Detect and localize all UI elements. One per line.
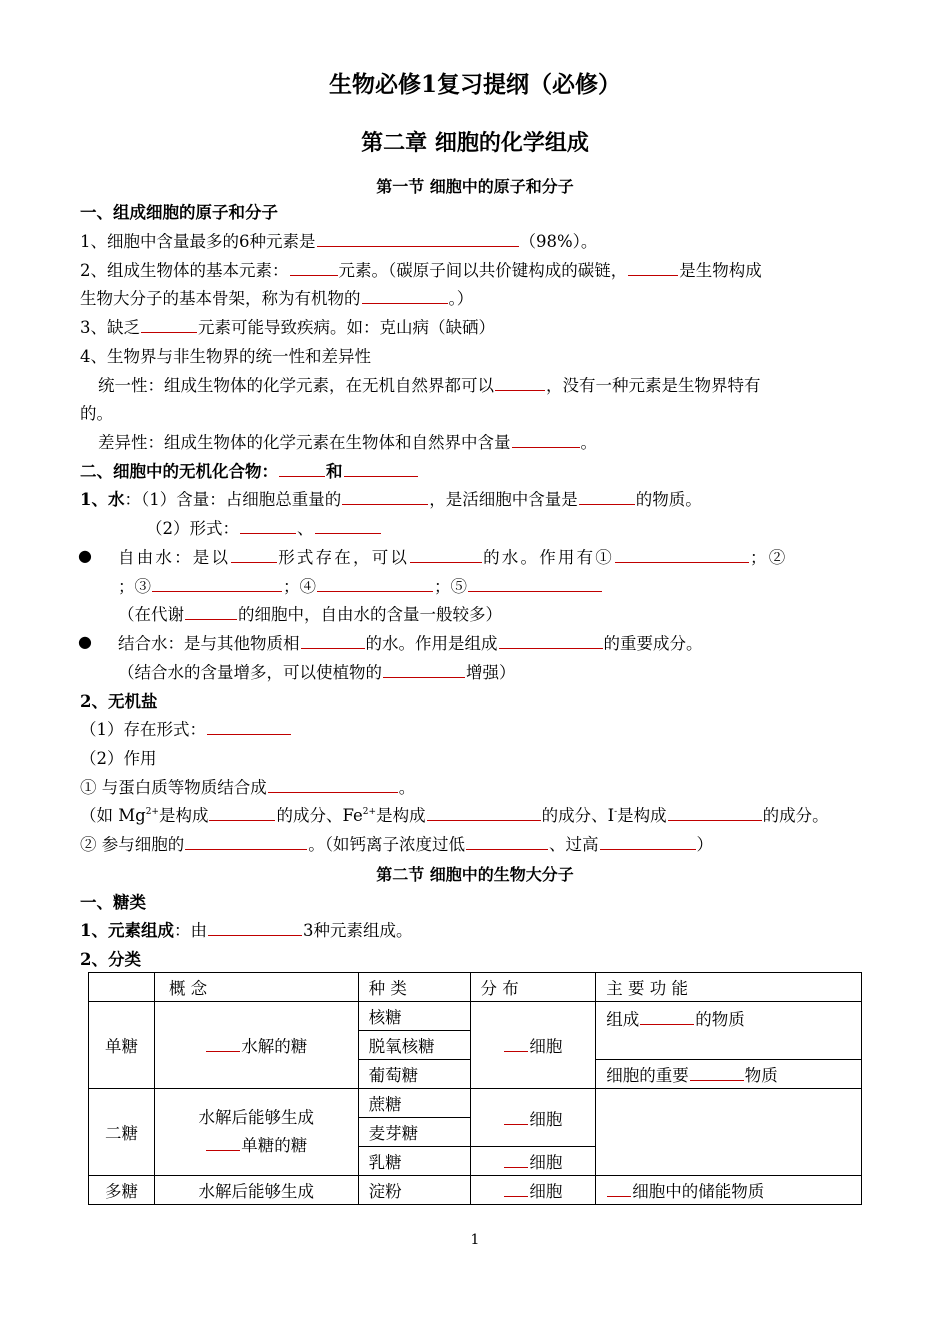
header-concept: 概 念 — [154, 973, 358, 1002]
blank[interactable] — [290, 259, 338, 276]
part1-heading: 一、组成细胞的原子和分子 — [80, 203, 278, 222]
blank[interactable] — [206, 1134, 240, 1151]
type-cell: 核糖 — [358, 1002, 470, 1031]
monosaccharide-distribution: 细胞 — [470, 1002, 596, 1089]
item-2-cont: 生物大分子的基本骨架，称为有机物的 。） — [80, 289, 474, 308]
disaccharide-distribution-2: 细胞 — [470, 1147, 596, 1176]
blank[interactable] — [410, 546, 482, 563]
header-function: 主 要 功 能 — [596, 973, 862, 1002]
blank[interactable] — [362, 287, 448, 304]
unity-text: 统一性：组成生物体的化学元素，在无机自然界都可以 ，没有一种元素是生物界特有 — [98, 376, 761, 395]
section-heading-1: 第一节 细胞中的原子和分子 — [376, 177, 574, 196]
blank[interactable] — [152, 575, 282, 592]
blank[interactable] — [342, 488, 428, 505]
monosaccharide-label: 单糖 — [89, 1002, 155, 1089]
free-water-line2: ；③ ；④ ；⑤ — [118, 575, 603, 599]
item-4: 4、生物界与非生物界的统一性和差异性 — [80, 347, 371, 366]
header-distribution: 分 布 — [470, 973, 596, 1002]
salt-function-1: ① 与蛋白质等物质结合成 。 — [80, 778, 416, 797]
disaccharide-distribution-1: 细胞 — [470, 1089, 596, 1147]
blank[interactable] — [690, 1064, 744, 1081]
blank[interactable] — [512, 431, 580, 448]
salt-function-2: ② 参与细胞的 。（如钙离子浓度过低 、过高 ） — [80, 835, 713, 854]
sugar-classification-heading: 2、分类 — [80, 950, 141, 969]
blank[interactable] — [279, 460, 325, 477]
free-water-line1: 自由水：是以 形式存在，可以 的水。作用有① ；② — [118, 548, 788, 567]
blank[interactable] — [504, 1108, 528, 1125]
monosaccharide-concept: 水解的糖 — [154, 1002, 358, 1089]
free-water-note: （在代谢 的细胞中，自由水的含量一般较多） — [118, 605, 502, 624]
difference-text: 差异性：组成生物体的化学元素在生物体和自然界中含量 。 — [98, 433, 597, 452]
blank[interactable] — [466, 833, 548, 850]
blank[interactable] — [301, 632, 365, 649]
polysaccharide-distribution: 细胞 — [470, 1176, 596, 1205]
item-2: 2、组成生物体的基本元素： 元素。（碳原子间以共价键构成的碳链， 是生物构成 — [80, 261, 762, 280]
blank[interactable] — [468, 575, 602, 592]
blank[interactable] — [207, 718, 291, 735]
page-number: 1 — [470, 1232, 480, 1248]
type-cell: 乳糖 — [358, 1147, 470, 1176]
blank[interactable] — [315, 517, 381, 534]
blank[interactable] — [499, 632, 603, 649]
table-row — [89, 1089, 862, 1118]
table-row — [89, 1176, 862, 1205]
monosaccharide-function-1: 组成 的物质 — [596, 1002, 862, 1060]
blank[interactable] — [640, 1008, 694, 1025]
blank[interactable] — [427, 804, 541, 821]
table-header-row — [89, 973, 862, 1002]
type-cell: 蔗糖 — [358, 1089, 470, 1118]
chapter-heading: 第二章 细胞的化学组成 — [361, 130, 589, 156]
monosaccharide-function-2: 细胞的重要 物质 — [596, 1060, 862, 1089]
salt-form: （1）存在形式： — [80, 718, 292, 742]
blank[interactable] — [607, 1180, 631, 1197]
salt-function-examples: （如 $Mg^{2+}$是构成 的成分、$Fe^{2+}$是构成 的成分、I-是构成 的成分。 — [80, 806, 829, 825]
blank[interactable] — [268, 776, 398, 793]
type-cell: 淀粉 — [358, 1176, 470, 1205]
disaccharide-label: 二糖 — [89, 1089, 155, 1176]
sugar-heading: 一、糖类 — [80, 893, 146, 912]
section-heading-2: 第二节 细胞中的生物大分子 — [376, 865, 574, 884]
blank[interactable] — [231, 546, 277, 563]
item-3: 3、缺乏 元素可能导致疾病。如：克山病（缺硒） — [80, 318, 495, 337]
type-cell: 麦芽糖 — [358, 1118, 470, 1147]
salt-function-heading: （2）作用 — [80, 749, 157, 768]
disaccharide-function — [596, 1089, 862, 1176]
polysaccharide-label: 多糖 — [89, 1176, 155, 1205]
blank[interactable] — [209, 804, 275, 821]
header-empty — [89, 973, 155, 1002]
unity-text-cont: 的。 — [80, 404, 113, 423]
blank[interactable] — [383, 661, 465, 678]
blank[interactable] — [495, 374, 545, 391]
blank[interactable] — [344, 460, 418, 477]
disaccharide-concept: 水解后能够生成 单糖的糖 — [154, 1089, 358, 1176]
blank[interactable] — [317, 575, 433, 592]
blank[interactable] — [317, 230, 519, 247]
document-title: 生物必修1复习提纲（必修） — [328, 71, 621, 98]
blank[interactable] — [208, 919, 302, 936]
polysaccharide-concept: 水解后能够生成 — [154, 1176, 358, 1205]
item-1: 1、细胞中含量最多的6种元素是 （98%）。 — [80, 232, 598, 251]
header-type: 种 类 — [358, 973, 470, 1002]
water-content: 1、水：（1）含量：占细胞总重量的 ，是活细胞中含量是 的物质。 — [80, 490, 702, 509]
blank[interactable] — [206, 1035, 240, 1052]
bound-water-line1: 结合水：是与其他物质相 的水。作用是组成 的重要成分。 — [118, 634, 703, 653]
blank[interactable] — [504, 1035, 528, 1052]
bullet-icon: ● — [78, 632, 92, 651]
blank[interactable] — [185, 603, 237, 620]
water-forms: （2）形式： 、 — [146, 517, 382, 541]
part2-heading: 二、细胞中的无机化合物： 和 — [80, 460, 419, 484]
blank[interactable] — [615, 546, 749, 563]
blank[interactable] — [185, 833, 307, 850]
type-cell: 葡萄糖 — [358, 1060, 470, 1089]
blank[interactable] — [141, 316, 197, 333]
blank[interactable] — [240, 517, 296, 534]
sugar-classification-table — [88, 972, 862, 1205]
blank[interactable] — [504, 1180, 528, 1197]
blank[interactable] — [600, 833, 696, 850]
blank[interactable] — [628, 259, 678, 276]
blank[interactable] — [579, 488, 635, 505]
salt-heading: 2、无机盐 — [80, 692, 158, 711]
blank[interactable] — [668, 804, 762, 821]
sugar-composition: 1、元素组成：由 3种元素组成。 — [80, 921, 413, 940]
type-cell: 脱氧核糖 — [358, 1031, 470, 1060]
blank[interactable] — [504, 1151, 528, 1168]
polysaccharide-function: 细胞中的储能物质 — [596, 1176, 862, 1205]
bound-water-note: （结合水的含量增多，可以使植物的 增强） — [118, 663, 516, 682]
table-row — [89, 1002, 862, 1031]
bullet-icon: ● — [78, 546, 92, 565]
